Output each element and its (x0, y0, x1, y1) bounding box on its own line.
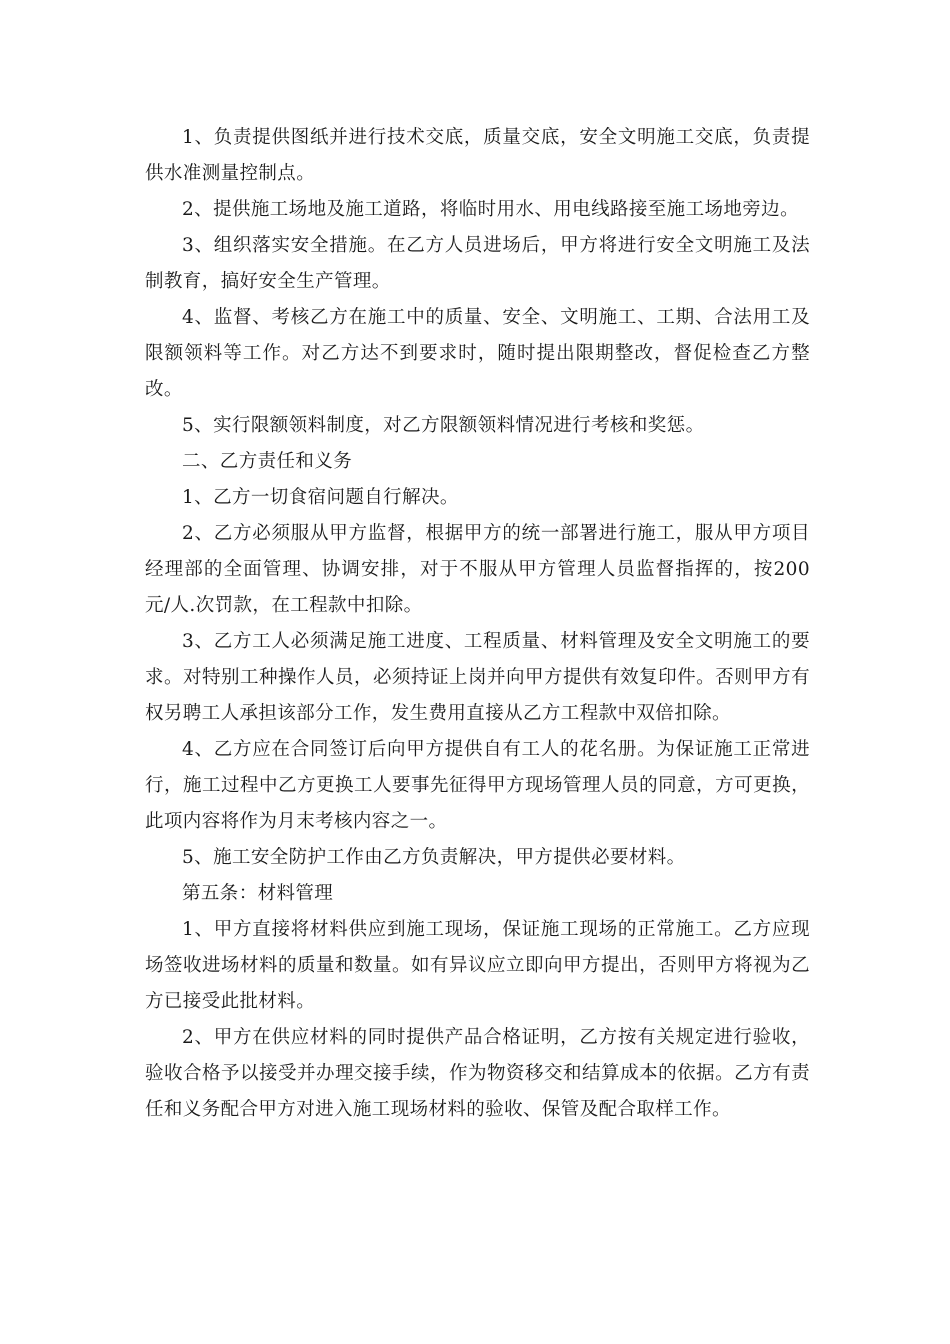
paragraph-party-a-duty-3: 3、组织落实安全措施。在乙方人员进场后，甲方将进行安全文明施工及法制教育，搞好安全生产管理。 (145, 235, 810, 292)
paragraph-party-a-duty-4: 4、监督、考核乙方在施工中的质量、安全、文明施工、工期、合法用工及限额领料等工作。对乙方达不到要求时，随时提出限期整改，督促检查乙方整改。 (145, 307, 810, 400)
section-heading-party-b: 二、乙方责任和义务 (182, 451, 353, 472)
paragraph-party-b-duty-4: 4、乙方应在合同签订后向甲方提供自有工人的花名册。为保证施工正常进行，施工过程中乙方更换工人要事先征得甲方现场管理人员的同意，方可更换，此项内容将作为月末考核内容之一。 (145, 739, 810, 832)
paragraph-party-b-duty-2: 2、乙方必须服从甲方监督，根据甲方的统一部署进行施工，服从甲方项目经理部的全面管理、协调安排，对于不服从甲方管理人员监督指挥的，按200元/人.次罚款，在工程款中扣除。 (145, 523, 810, 616)
paragraph-party-b-duty-1: 1、乙方一切食宿问题自行解决。 (182, 487, 459, 508)
paragraph-material-1: 1、甲方直接将材料供应到施工现场，保证施工现场的正常施工。乙方应现场签收进场材料的质量和数量。如有异议应立即向甲方提出，否则甲方将视为乙方已接受此批材料。 (145, 919, 810, 1012)
paragraph-party-a-duty-2: 2、提供施工场地及施工道路，将临时用水、用电线路接至施工场地旁边。 (182, 199, 799, 220)
document-body (145, 120, 810, 1128)
paragraph-party-a-duty-5: 5、实行限额领料制度，对乙方限额领料情况进行考核和奖惩。 (182, 415, 705, 436)
section-heading-article-5: 第五条：材料管理 (182, 883, 334, 904)
paragraph-material-2: 2、甲方在供应材料的同时提供产品合格证明，乙方按有关规定进行验收，验收合格予以接受并办理交接手续，作为物资移交和结算成本的依据。乙方有责任和义务配合甲方对进入施工现场材料的验收、保管及配合取样工作。 (145, 1027, 810, 1120)
paragraph-party-a-duty-1: 1、负责提供图纸并进行技术交底，质量交底，安全文明施工交底，负责提供水准测量控制点。 (145, 127, 810, 184)
paragraph-party-b-duty-5: 5、施工安全防护工作由乙方负责解决，甲方提供必要材料。 (182, 847, 686, 868)
paragraph-party-b-duty-3: 3、乙方工人必须满足施工进度、工程质量、材料管理及安全文明施工的要求。对特别工种操作人员，必须持证上岗并向甲方提供有效复印件。否则甲方有权另聘工人承担该部分工作，发生费用直接从乙方工程款中双倍扣除。 (145, 631, 810, 724)
